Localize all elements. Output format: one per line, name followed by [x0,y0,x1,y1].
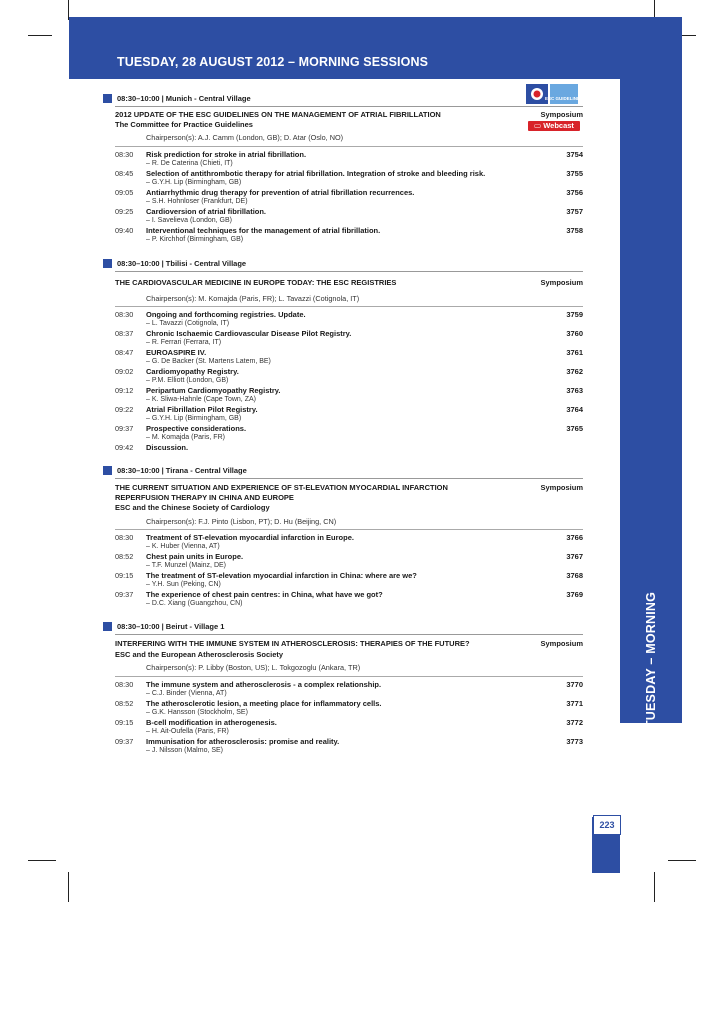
talk-time: 09:05 [115,187,134,197]
talk-title: Selection of antithrombotic therapy for atrial fibrillation. Integration of stroke and bleeding risk. [146,168,486,178]
talk-title: Ongoing and forthcoming registries. Update. [146,310,306,319]
session-tbilisi [103,257,583,452]
session-type: Symposium [540,110,583,119]
talk-title: Immunisation for atherosclerosis: promise and reality. [146,736,340,746]
session-organiser: ESC and the Chinese Society of Cardiology [115,503,270,512]
talk-number: 3771 [566,698,583,708]
talk-item [115,150,583,168]
talk-time: 08:52 [115,698,134,708]
talk-number: 3763 [566,386,583,395]
crop-mark [28,35,52,36]
session-header [103,92,583,106]
session-marker-icon [103,622,112,631]
talk-speaker: – R. Ferrari (Ferrara, IT) [146,339,222,346]
talk-item [115,737,583,755]
talk-time: 09:12 [115,386,134,395]
session-chairpersons: Chairperson(s): A.J. Camm (London, GB); D. Atar (Oslo, NO) [146,133,344,142]
talk-time: 08:47 [115,348,134,357]
talk-speaker: – Y.H. Sun (Peking, CN) [146,581,221,588]
page-number: 223 [593,815,621,835]
session-time-room: 08:30–10:00 | Beirut - Village 1 [117,622,225,631]
talk-number: 3765 [566,424,583,433]
talk-title: Treatment of ST-elevation myocardial infarction in Europe. [146,533,354,542]
talk-title: The immune system and atherosclerosis - a complex relationship. [146,679,382,689]
talk-title: Chronic Ischaemic Cardiovascular Disease Pilot Registry. [146,329,352,338]
talk-speaker: – K. Huber (Vienna, AT) [146,543,220,550]
session-chairpersons: Chairperson(s): P. Libby (Boston, US); L. Tokgozoglu (Ankara, TR) [146,663,361,672]
session-munich [103,92,583,244]
session-tirana [103,464,583,608]
talk-speaker: – I. Savelieva (London, GB) [146,216,232,224]
talk-speaker: – J. Nilsson (Malmo, SE) [146,746,224,754]
session-type: Symposium [540,483,583,492]
talk-item [115,552,583,570]
crop-mark [654,872,655,902]
talk-title: The experience of chest pain centres: in China, what have we got? [146,590,383,599]
logo-label: ESC GUIDELINES [544,96,584,101]
talk-item [115,680,583,698]
talk-item [115,571,583,589]
talk-number: 3758 [566,225,583,235]
page-title: TUESDAY, 28 AUGUST 2012 – MORNING SESSIONS [117,55,429,69]
session-title [115,278,583,288]
talk-time: 09:15 [115,571,134,580]
talk-number: 3764 [566,405,583,414]
session-time-room: 08:30–10:00 | Tbilisi - Central Village [117,259,247,268]
talk-time: 08:30 [115,533,134,542]
talk-time: 08:45 [115,168,134,178]
talk-number: 3762 [566,367,583,376]
talk-item [115,329,583,347]
talk-speaker: – C.J. Binder (Vienna, AT) [146,689,227,697]
talk-title: Cardioversion of atrial fibrillation. [146,206,267,216]
talk-time: 08:30 [115,679,134,689]
talk-item [115,188,583,206]
talk-speaker: – L. Tavazzi (Cotignola, IT) [146,320,230,327]
talk-title: Discussion. [146,443,189,452]
talk-title: Prospective considerations. [146,424,247,433]
session-title-text: THE CURRENT SITUATION AND EXPERIENCE OF ST-ELEVATION MYOCARDIAL INFARCTION REPERFUSION THERAPY IN CHINA AND EUROPE [115,483,448,502]
talk-item [115,226,583,244]
crop-mark [28,860,56,861]
talk-speaker: – G. De Backer (St. Martens Latem, BE) [146,358,271,365]
talk-time: 09:15 [115,717,134,727]
session-time-room: 08:30–10:00 | Tirana - Central Village [117,466,247,475]
talk-item [115,590,583,608]
talk-time: 09:37 [115,590,134,599]
talk-speaker: – T.F. Munzel (Mainz, DE) [146,562,227,569]
session-marker-icon [103,466,112,475]
talk-speaker: – P. Kirchhof (Birmingham, GB) [146,235,244,243]
talk-title: Antiarrhythmic drug therapy for prevention of atrial fibrillation recurrences. [146,187,415,197]
talk-time: 09:37 [115,736,134,746]
talk-item [115,533,583,551]
talk-number: 3756 [566,187,583,197]
talk-time: 08:37 [115,329,134,338]
session-body [115,634,583,755]
talk-speaker: – G.Y.H. Lip (Birmingham, GB) [146,178,242,186]
talk-time: 09:42 [115,443,134,452]
talk-speaker: – H. Ait-Oufella (Paris, FR) [146,727,229,735]
session-title [115,483,583,502]
talk-number: 3769 [566,590,583,599]
talk-item [115,386,583,404]
divider [115,146,583,147]
talk-number: 3761 [566,348,583,357]
talk-title: The treatment of ST-elevation myocardial infarction in China: where are we? [146,571,417,580]
talk-title: EUROASPIRE IV. [146,348,207,357]
session-title [115,110,583,120]
talk-time: 08:30 [115,149,134,159]
session-chairpersons: Chairperson(s): M. Komajda (Paris, FR); L. Tavazzi (Cotignola, IT) [146,293,360,303]
session-time-room: 08:30–10:00 | Munich - Central Village [117,94,251,103]
session-title-text: 2012 UPDATE OF THE ESC GUIDELINES ON THE MANAGEMENT OF ATRIAL FIBRILLATION [115,110,441,119]
divider [115,529,583,530]
session-body [115,106,583,244]
talk-time: 09:02 [115,367,134,376]
talk-title: Chest pain units in Europe. [146,552,244,561]
talk-speaker: – P.M. Elliott (London, GB) [146,377,229,384]
talk-title: Interventional techniques for the management of atrial fibrillation. [146,225,381,235]
webcast-label: Webcast [543,121,574,130]
side-tab-label: TUESDAY – MORNING [644,591,658,729]
talk-number: 3773 [566,736,583,746]
talk-speaker: – S.H. Hohnloser (Frankfurt, DE) [146,197,248,205]
talk-time: 08:52 [115,552,134,561]
talk-time: 09:40 [115,225,134,235]
session-title-text: THE CARDIOVASCULAR MEDICINE IN EUROPE TODAY: THE ESC REGISTRIES [115,278,397,287]
session-marker-icon [103,94,112,103]
talk-number: 3760 [566,329,583,338]
talk-number: 3768 [566,571,583,580]
talk-title: The atherosclerotic lesion, a meeting place for inflammatory cells. [146,698,382,708]
session-title-text: INTERFERING WITH THE IMMUNE SYSTEM IN ATHEROSCLEROSIS: THERAPIES OF THE FUTURE? [115,639,470,648]
talk-number: 3766 [566,533,583,542]
talk-item [115,367,583,385]
talk-time: 09:25 [115,206,134,216]
webcast-icon: ▭ [534,121,544,130]
talk-speaker: – G.Y.H. Lip (Birmingham, GB) [146,415,242,422]
session-marker-icon [103,259,112,268]
session-header [103,620,583,634]
talk-item [115,718,583,736]
session-organiser: ESC and the European Atherosclerosis Society [115,649,284,659]
talk-time: 08:30 [115,310,134,319]
session-body [115,271,583,452]
talk-speaker: – M. Komajda (Paris, FR) [146,434,225,441]
session-header [103,464,583,478]
talk-title: B-cell modification in atherogenesis. [146,717,277,727]
session-title [115,639,583,649]
session-chairpersons: Chairperson(s): F.J. Pinto (Lisbon, PT); D. Hu (Beijing, CN) [146,516,337,526]
talk-title: Risk prediction for stroke in atrial fibrillation. [146,149,307,159]
session-type: Symposium [540,639,583,648]
talk-time: 09:37 [115,424,134,433]
talk-number: 3755 [566,168,583,178]
talk-speaker: – K. Sliwa-Hahnle (Cape Town, ZA) [146,396,256,403]
session-type: Symposium [540,278,583,287]
session-organiser: The Committee for Practice Guidelines [115,119,253,129]
talk-speaker: – D.C. Xiang (Guangzhou, CN) [146,600,243,607]
talk-title: Cardiomyopathy Registry. [146,367,239,376]
talk-item [115,424,583,442]
talk-item [115,207,583,225]
talk-number: 3754 [566,149,583,159]
header-band [69,17,682,79]
talk-item [115,310,583,328]
talk-title: Atrial Fibrillation Pilot Registry. [146,405,258,414]
divider [115,306,583,307]
talk-number: 3757 [566,206,583,216]
crop-mark [668,860,696,861]
talk-title: Peripartum Cardiomyopathy Registry. [146,386,281,395]
talk-item [115,443,583,452]
talk-item [115,699,583,717]
talk-item [115,169,583,187]
talk-number: 3759 [566,310,583,319]
session-header [103,257,583,271]
talk-speaker: – G.K. Hansson (Stockholm, SE) [146,708,248,716]
divider [115,676,583,677]
talk-number: 3767 [566,552,583,561]
session-body [115,478,583,608]
crop-mark [68,872,69,902]
talk-time: 09:22 [115,405,134,414]
talk-number: 3772 [566,717,583,727]
talk-item [115,348,583,366]
talk-item [115,405,583,423]
session-beirut [103,620,583,755]
talk-speaker: – R. De Caterina (Chieti, IT) [146,159,233,167]
talk-number: 3770 [566,679,583,689]
